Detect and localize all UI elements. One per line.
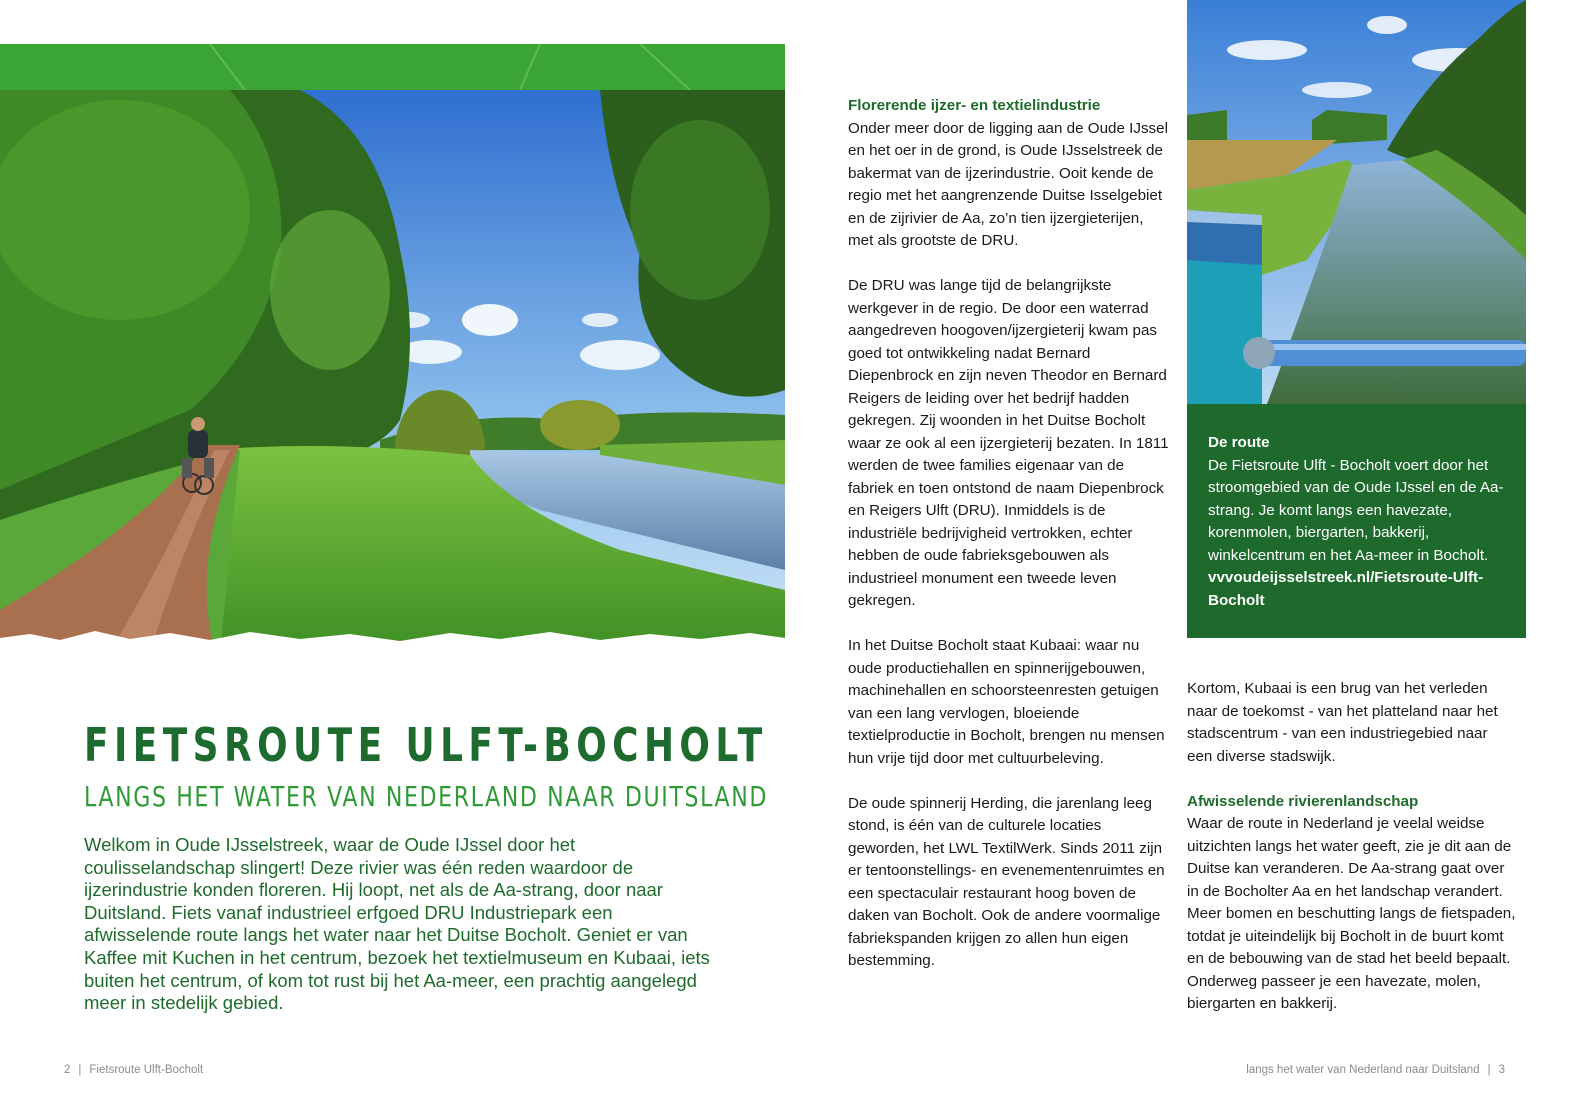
footer-left [64, 1064, 203, 1076]
industry-paragraph-4: De oude spinnerij Herding, die jarenlang leeg stond, is één van de culturele locaties geworden, het LWL TextilWerk. Sinds 2011 zijn er tentoonstellings- en evenementenruimtes en een spectaculair restaurant hoog boven de daken van Bocholt. Ook de andere voormalige fabriekspanden krijgen zo allen hun eigen bestemming. [848, 794, 1165, 969]
intro-paragraph: Welkom in Oude IJsselstreek, waar de Oude IJssel door het coulisselandschap slingert! Deze rivier was één reden waardoor de ijzerindustrie konden floreren. Hij loopt, net als de Aa-strang, door naar Duitsland. Fiets vanaf industrieel erfgoed DRU Industriepark een afwisselende route langs het water naar het Duitse Bocholt. Geniet er van Kaffee mit Kuchen in het centrum, bezoek het textielmuseum en Kubaai, iets buiten het centrum, of kom tot rust bij het Aa-meer, een prachtig aangelegd meer in stedelijk gebied. [84, 834, 710, 1014]
route-description: De Fietsroute Ulft - Bocholt voert door het stroomgebied van de Oude IJssel en de Aa-strang. Je komt langs een havezate, korenmolen, biergarten, bakkerij, winkelcentrum en het Aa-meer in Bocholt. [1208, 456, 1504, 564]
hero-photo-cyclist-river [0, 90, 785, 652]
page-number-left: 2 [64, 1064, 71, 1076]
map-lines-decoration [0, 44, 785, 90]
route-info-box [1187, 404, 1526, 638]
header-green-band [0, 44, 785, 90]
section-heading-industry: Florerende ijzer- en textielindustrie [848, 97, 1101, 114]
industry-paragraph-1: Onder meer door de ligging aan de Oude IJssel en het oer in de grond, is Oude IJsselstreek de bakermat van de ijzerindustrie. Ooit kende de regio met het aangrenzende Duitse Isselgebiet en de zijrivier de Aa, zo’n tien ijzergieterijen, met als grootste de DRU. [848, 119, 1168, 249]
route-heading: De route [1208, 434, 1270, 451]
right-column [1187, 678, 1517, 1016]
footer-right [1246, 1064, 1505, 1076]
footer-label-left: Fietsroute Ulft-Bocholt [89, 1064, 204, 1076]
page-title: FIETSROUTE ULFT-BOCHOLT [84, 718, 768, 772]
footer-separator-right: | [1487, 1064, 1491, 1076]
route-website-link[interactable]: vvvoudeijsselstreek.nl/Fietsroute-Ulft-Bocholt [1208, 569, 1484, 609]
page-subtitle: LANGS HET WATER VAN NEDERLAND NAAR DUITSLAND [84, 780, 768, 813]
industry-paragraph-3: In het Duitse Bocholt staat Kubaai: waar nu oude productiehallen en spinnerijgebouwen, machinehallen en schoorsteenresten getuigen van een lang vervlogen, bloeiende textielproductie in Bocholt, brengen nu mensen hun vrije tijd door met cultuurbeleving. [848, 637, 1165, 767]
middle-column [848, 95, 1170, 973]
landscape-paragraph: Waar de route in Nederland je veelal weidse uitzichten langs het water geeft, zie je dit aan de Duitse kan veranderen. De Aa-strang gaat over in de Bocholter Aa en het landschap verandert. Meer bomen en beschutting langs de fietspaden, totdat je uiteindelijk bij Bocholt in de buurt komt en de bebouwing van de stad het beeld bepaalt. Onderweg passeer je een havezate, molen, biergarten en bakkerij. [1187, 815, 1516, 1012]
page-number-right: 3 [1498, 1064, 1505, 1076]
section-heading-landscape: Afwisselende rivierenlandschap [1187, 792, 1419, 810]
canal-photo [1187, 0, 1526, 404]
kubaai-conclusion-paragraph: Kortom, Kubaai is een brug van het verleden naar de toekomst - van het platteland naar het stadscentrum - van een industriegebied naar een diverse stadswijk. [1187, 680, 1498, 765]
footer-separator-left: | [78, 1064, 82, 1076]
industry-paragraph-2: De DRU was lange tijd de belangrijkste werkgever in de regio. De door een waterrad aangedreven hoogoven/ijzergieterij kwam pas goed tot ontwikkeling nadat Bernard Diepenbrock en zijn neven Theodor en Bernard Reigers de leiding over het bedrijf hadden gekregen. Zij woonden in het Duitse Bocholt waar ze ook al een ijzergieterij bezaten. In 1811 werden de twee families eigenaar van de fabriek en toen ontstond de naam Diepenbrock en Reigers Ulft (DRU). Inmiddels is de industriële bedrijvigheid vertrokken, echter hebben de oude fabrieksgebouwen als industrieel monument een tweede leven gekregen. [848, 277, 1169, 609]
footer-label-right: langs het water van Nederland naar Duitsland [1246, 1064, 1480, 1076]
